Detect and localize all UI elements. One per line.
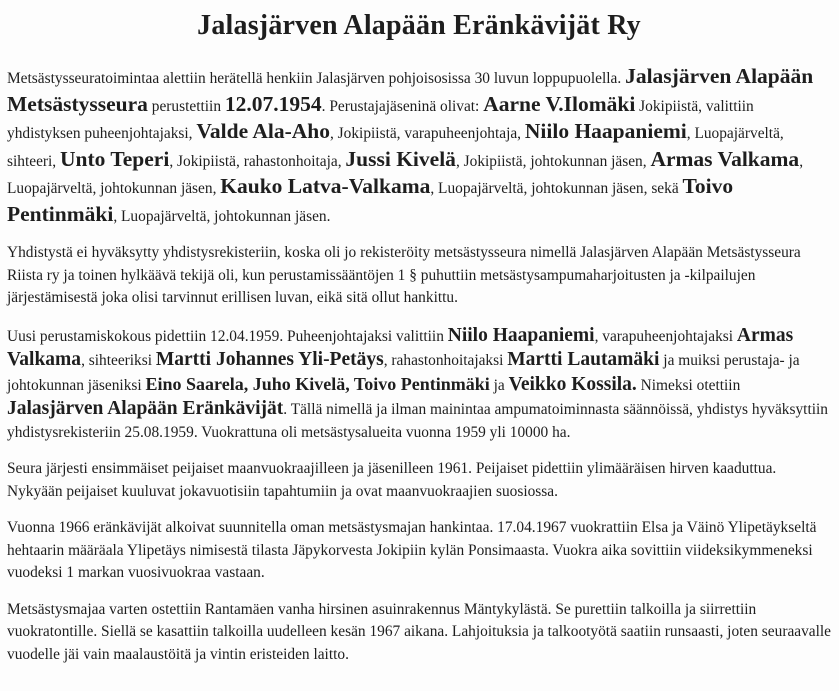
text-segment: Vuonna 1966 eränkävijät alkoivat suunnitella oman metsästysmajan hankintaa. 17.04.1967 vuokrattiin Elsa ja Väinö Ylipetäykseltä hehtaarin määräala Ylipetäys nimisestä tilasta Jäpykorvesta Jokipiin kylän Ponsimaasta. Vuokra aika sovittiin viideksikymmeneksi vuodeksi 1 markan vuosivuokraa vastaan.	[7, 519, 817, 581]
text-segment: ja	[489, 376, 509, 394]
text-segment-name: Aarne V.Ilomäki	[483, 91, 636, 116]
text-segment: Metsästysseuratoimintaa alettiin herätellä henkiin Jalasjärven pohjoisosissa 30 luvun loppupuolella.	[7, 70, 626, 87]
paragraph-founding-1954	[7, 63, 831, 228]
text-segment: , Luopajärveltä, johtokunnan jäsen.	[113, 207, 331, 225]
text-segment: ja muiksi perustaja- ja johtokunnan jäseniksi	[7, 352, 800, 394]
text-segment-name: Valde Ala-Aho	[196, 119, 330, 143]
text-segment: , Luopajärveltä, johtokunnan jäsen, sekä	[430, 180, 683, 197]
text-segment: , Luopajärveltä, johtokunnan jäsen,	[7, 152, 804, 197]
text-segment-date: 12.07.1954	[224, 91, 322, 116]
text-segment: , rahastonhoitajaksi	[383, 352, 508, 369]
text-segment: Nimeksi otettiin	[636, 376, 741, 394]
text-segment: . Tällä nimellä ja ilman mainintaa ampumatoiminnasta säännöissä, yhdistys hyväksyttiin yhdistysrekisteriin 25.08.1959. Vuokrattuna oli metsästysalueita vuonna 1959 yli 10000 ha.	[7, 401, 828, 441]
text-segment-name: Jalasjärven Alapään Metsästysseura	[7, 64, 814, 116]
text-segment-name: Armas Valkama	[7, 324, 794, 370]
text-segment-name: Martti Johannes Yli-Petäys	[155, 349, 384, 370]
paragraph-registration-rejection	[7, 242, 831, 310]
text-segment: Jokipiistä, valittiin yhdistyksen puheenjohtajaksi,	[7, 97, 754, 142]
text-segment-name: Jalasjärven Alapään Eränkävijät	[7, 398, 284, 419]
text-segment-names: Eino Saarela, Juho Kivelä, Toivo Pentinmäki	[145, 373, 490, 394]
text-segment: , Jokipiistä, varapuheenjohtaja,	[329, 125, 525, 142]
paragraph-cabin-plan-1966	[7, 517, 831, 585]
text-segment: Yhdistystä ei hyväksytty yhdistysrekisteriin, koska oli jo rekisteröity metsästysseura nimellä Jalasjärven Alapään Metsästysseura Riista ry ja toinen hylkäävä tekijä oli, kun perustamissääntöjen 1 § puhuttiin metsästysampumaharjoitusten ja -kilpailujen järjestämisestä joka olisi tarvinnut erillisen luvan, eikä sitä ollut hankittu.	[7, 244, 801, 306]
text-segment: perustettiin	[147, 97, 225, 115]
text-segment: Uusi perustamiskokous pidettiin 12.04.1959. Puheenjohtajaksi valittiin	[7, 327, 448, 345]
text-segment: , Jokipiistä, johtokunnan jäsen,	[455, 152, 651, 170]
text-segment-name: Toivo Pentinmäki	[7, 174, 734, 226]
text-segment: , varapuheenjohtajaksi	[594, 327, 737, 345]
text-segment-name: Veikko Kossila.	[508, 373, 637, 395]
text-segment-name: Kauko Latva-Valkama	[220, 174, 431, 198]
text-segment: Seura järjesti ensimmäiset peijaiset maanvuokraajilleen ja jäsenilleen 1961. Peijaiset pidettiin ylimääräisen hirven kaaduttua. Nykyään peijaiset kuuluvat jokavuotisiin tapahtumiin ja ovat maanvuokraajien suosiossa.	[7, 460, 777, 500]
text-segment: . Perustajajäseninä olivat:	[321, 97, 484, 115]
text-segment-name: Unto Teperi	[60, 146, 170, 171]
text-segment-name: Jussi Kivelä	[345, 146, 456, 171]
text-segment: Metsästysmajaa varten ostettiin Rantamäen vanha hirsinen asuinrakennus Mäntykylästä. Se purettiin talkoilla ja siirrettiin vuokratontille. Siellä se kasattiin talkoilla uudelleen kesän 1967 aikana. Lahjoituksia ja talkootyötä saatiin runsaasti, joten seuraavalle vuodelle jäi vain maalaustöitä ja vintin eristeiden laitto.	[7, 600, 832, 663]
paragraph-peijaiset-1961	[7, 458, 831, 503]
paragraph-refounding-1959	[7, 324, 831, 445]
text-segment: , Luopajärveltä, sihteeri,	[7, 125, 784, 170]
text-segment-name: Niilo Haapaniemi	[524, 119, 687, 143]
document-title: Jalasjärven Alapään Eränkävijät Ry	[197, 10, 641, 41]
text-segment: , Jokipiistä, rahastonhoitaja,	[169, 152, 346, 170]
text-segment-name: Martti Lautamäki	[507, 349, 660, 370]
paragraph-cabin-construction-1967	[7, 599, 831, 667]
text-segment-name: Armas Valkama	[650, 146, 800, 171]
text-segment: , sihteeriksi	[81, 352, 156, 369]
text-segment-name: Niilo Haapaniemi	[447, 324, 595, 346]
